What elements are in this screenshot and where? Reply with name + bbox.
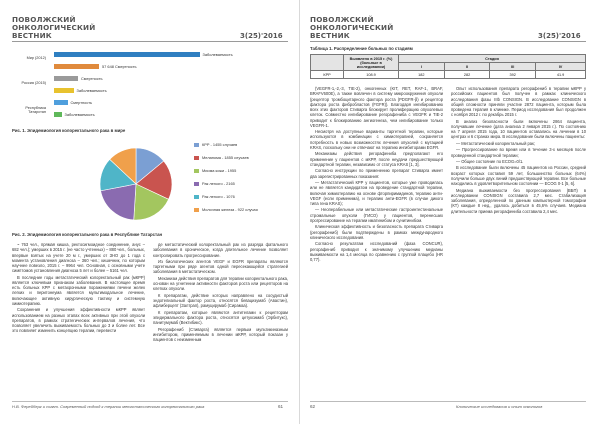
paragraph: — Метастатический колоректальный рак; (456, 140, 535, 146)
table-cell (311, 55, 344, 71)
paragraph: ~ 763 чел., прямая кишка, ректосигмоидное соединение, анус – 682 чел.); умерших в 2015 г. (не часто учтенных) – 880 чел., больных, впервые взятых на учете 20 м г., умерших от ЗНО до 1 года с момента установления диагноза – 360 чел.; кишечник, по которым научнее повезло, 2015 г. – 9964 чел. Основная, с основными учете симптомов установления диагноза 5 лет и более – 5161 чел. (12, 242, 145, 274)
legend-item (194, 155, 249, 160)
legend-swatch (194, 195, 199, 199)
paragraph: Опыт использования препарата регорафениб в терапии мКРР у российских пациентов был получен в рамках клинического исследования фазы IIIb CONSIGN. В исследование CONSIGN в общей сложности приняли участие 2872 пациента, которым была проведена терапия в клинике. Период исследования был продолжен с ноября 2012 г. по декабрь 2015 г. (451, 86, 586, 118)
fig1-bar-label: 57 648 Смертность (102, 63, 137, 69)
issue-number: 3(25)'2016 (240, 32, 283, 40)
journal-title-line2: ОНКОЛОГИЧЕСКИЙ (12, 23, 96, 32)
fig1-group-label: Республика Татарстан (25, 106, 46, 115)
paragraph: (VEGFR-1,-2,-3, TIE-2), онкогенных (KIT, RET, RAF-1, BRAF, BRAFV600E), а также вовлечен в систему микроокружения опухоли (рецептор тромбоцитарного фактора роста (PDGFR-β) и рецептор фактора роста фибробластов (FGFR)). Благодаря ингибированию всех этих факторов Стиварга блокирует пролиферацию опухолевых клеток. Совместно ингибирование регорафениба с VEGFR и TIE-2 приводит к блокированию ангиогенеза, чем ингибирование только VEGFR-1. (310, 86, 443, 128)
legend-item (194, 168, 236, 173)
figure-1-caption: Рис. 1. Эпидемиология колоректального рака в мире (12, 128, 126, 133)
left-column-1 (12, 242, 145, 335)
fig1-bar-label: Заболеваемость (76, 87, 107, 93)
paragraph: де метастатический колоректальный рак из разряда фатального заболевания в хроническое, когда длительное лечение позволяет контролировать прогрессирование. (153, 242, 288, 258)
page-gutter (299, 0, 300, 424)
paragraph: Согласно инструкции по применению препарат Стиварга имеет два зарегистрированных показания: (310, 168, 443, 179)
page-footer: Н.В. Ферейберг и соавт. Современный подход к терапии метастатического колоректального рака (12, 404, 205, 409)
footer-rule (310, 401, 586, 402)
paragraph: Медиана выживаемости без прогрессирования (ВБП) в исследовании CONSIGN составила 2,7 мес. Стабилизация заболевания, определенной по данным компьютерной томографии (КТ) каждые 8 нед., удалось добиться в 45,6% случаев. Медиана длительности приема регорафениба составила 2,4 мес. (451, 187, 586, 214)
fig1-bar (54, 52, 200, 57)
left-page (8, 6, 292, 418)
table-header-cell: III (490, 63, 536, 71)
paragraph: Из биологических агентов VEGF и EGFR препараты являются таргетными при ряде агентов одной пересекающейся стратегией заболевания в метастатическом. (153, 258, 288, 275)
table-1-title: Таблица 1. Распределение больных по стадиям (310, 46, 413, 51)
table-cell: 108.9 (344, 71, 399, 79)
legend-swatch (194, 208, 199, 212)
paragraph: Механизмы действия регорафениба предполагают его применение у пациентов с мКРР, после неудачи предшествующей стандартной терапии, независимо от статуса KRAS [1, 3]. (310, 151, 443, 167)
figure-2-chart (38, 140, 268, 230)
table-header-cell: Стадия (399, 55, 586, 63)
legend-item (194, 181, 235, 186)
paragraph: К препаратам, которые являются антителами к рецепторам эпидермального фактора роста, относятся цетуксимаб (Эрбитукс), панитумумаб (Вектибикс). (153, 309, 288, 326)
figure-1-chart (21, 48, 274, 124)
fig1-group-label: Мир (2012) (26, 56, 46, 60)
paragraph: — Метастатический КРР у пациентов, которые уже проводилась или не является кандидатом на проведение стандартной терапии, включая химиотерапию на основе фторпиримидинов, терапию анти-VEGF (если применима), и терапию анти-EGFR (в случае дикого типа гена KRAS); (310, 180, 443, 206)
table-cell: 282 (444, 71, 490, 79)
journal-title-line1: ПОВОЛЖСКИЙ (310, 15, 374, 24)
header-rule (12, 41, 288, 42)
legend-swatch (194, 169, 199, 173)
legend-swatch (194, 156, 199, 160)
right-column-1 (310, 86, 443, 264)
table-row (311, 71, 586, 79)
table-cell: КРР (311, 71, 344, 79)
paragraph: В анализ безопасности были включены 2864 пациента, получавшие лечение (дата анализа 2 января 2015 г.). По состоянию на 7 апреля 2015 года, 10 пациентов оставались на лечении в 10 центрах и 6 странах мира. В исследование были включены пациенты: (451, 118, 586, 140)
fig1-bar-label: Смертность (70, 99, 93, 105)
paragraph: В последние годы метастатический колоректальный рак (мКРР) является ключевым признаком заболевания. В настоящее время есть больных КРР с метахронными поражениями печени желек легких и перитонеума является мультимодальное лечение, включающее активную хирургическую тактику и системную химиотерапию. (12, 274, 145, 306)
fig1-bar (54, 64, 99, 69)
table-header-row (311, 55, 586, 63)
journal-title (310, 16, 393, 40)
paragraph: Несмотря на доступные варианты таргетной терапии, которые используются в комбинации с химиотерапией, сохраняется потребность в новых возможностях лечения опухолей с мутацией KRAS, поскольку они не отвечают на терапию ингибиторами EGFR. (310, 129, 443, 150)
paragraph: — Прогрессирование во время или в течение 3-х месяцев после проведенной стандартной терапии; (451, 147, 586, 158)
fig1-bar-label: Смертность (81, 75, 103, 81)
journal-title-line3: ВЕСТНИК (12, 31, 52, 40)
table-header-cell: Выявлено в 2015 г. (%) (больные в исследовании) (344, 55, 399, 71)
header-rule (310, 41, 586, 42)
paragraph: Регорафениб (Стиварга) является первым мультикиназным ингибитором, применяемым в лечении мКРР, который показан у пациентов с неизменным (153, 326, 288, 343)
table-cell: 41.9 (536, 71, 586, 79)
pie-chart (88, 144, 184, 224)
legend-label: Меланома - 1855 случаев (202, 155, 249, 160)
journal-title-line2: ОНКОЛОГИЧЕСКИЙ (310, 23, 394, 32)
legend-swatch (194, 143, 199, 147)
paragraph: — Неоперабельные или метастатические гастроинтестинальные стромальные опухоли (ГИСО) у пациентов, перенесших прогрессирование на терапии иматинибом и сунитинибом. (310, 207, 443, 223)
legend-label: Рак легкого - 1076 (202, 194, 235, 199)
table-1 (310, 54, 586, 79)
fig1-bar (54, 88, 74, 93)
figure-2-caption: Рис. 2. Эпидемиология колоректального рака в Республике Татарстан (12, 232, 163, 237)
footer-rule (12, 401, 288, 402)
paragraph: Механизм действия препаратов для терапии колоректального рака, основан на угнетении активности факторов роста или рецепторов на клетках опухоли. (153, 275, 288, 292)
legend-item (194, 207, 258, 212)
table-header-cell: I (399, 63, 445, 71)
right-column-2 (451, 86, 586, 215)
table-cell: 182 (399, 71, 445, 79)
paragraph: К препаратам, действие которых направлено на сосудистый эндотелиальный фактор роста, относятся бевацизумаб (Авастин), афлиберцепт (Залтрап), рамуцирумаб (Сирамза). (153, 292, 288, 309)
paragraph: Сохранения и улучшения эффективности мКРР являет использованием на разных этапах всех активных при этой опухоли препаратов, в рамках стратегических интервалов лечения, что позволяет увеличить выживаемость больных до 3 и более лет. Все это повлияет изменить концепцию терапии, перевести (12, 307, 145, 334)
legend-swatch (194, 182, 199, 186)
legend-item (194, 142, 237, 147)
fig1-bar (54, 112, 62, 117)
legend-label: Рак легкого - 2165 (202, 181, 235, 186)
fig1-group-label: Россия (2015) (21, 81, 46, 85)
right-page (306, 6, 590, 418)
legend-label: Молочная железа - 922 случая (202, 207, 258, 212)
fig1-bar (54, 76, 78, 81)
table-header-cell: II (444, 63, 490, 71)
fig1-bar-label: Заболеваемость (202, 51, 233, 57)
journal-title (12, 16, 95, 40)
journal-title-line1: ПОВОЛЖСКИЙ (12, 15, 76, 24)
paragraph: В исследование были включены 45 пациентов из России, средний возраст которых составил 59 лет, большинство больных (64%) получили больше двух линий предшествующей терапии. Все больные находились в удовлетворительном состоянии — ECOG 0-1 [5, 6]. (451, 165, 586, 187)
fig1-bar (54, 100, 68, 105)
left-column-2 (153, 242, 288, 344)
fig1-bar-label: Заболеваемость (64, 111, 95, 117)
legend-label: КРР - 1455 случаев (202, 142, 238, 147)
legend-item (194, 194, 235, 199)
paragraph: — Общее состояние по ECOG=0/1. (456, 159, 524, 164)
page-number: 62 (310, 404, 316, 409)
paragraph: Клиническая эффективность и безопасность препарата Стиварга (регорафениб) были подтверждены в рамках международного клинического исследования. (310, 224, 443, 240)
issue-number: 3(25)'2016 (538, 32, 581, 40)
paragraph: Согласно результатам исследований (фаза CONCUR), регорафениб приводил к значимому улучшению медианы выживаемости на 1,4 месяца по сравнению с группой плацебо (HR 0,77). (310, 241, 443, 263)
table-cell: 392 (490, 71, 536, 79)
page-footer: Клинические исследования и опыт онкологов (456, 404, 543, 409)
journal-title-line3: ВЕСТНИК (310, 31, 350, 40)
table-header-cell: IV (536, 63, 586, 71)
page-number: 61 (278, 404, 284, 409)
legend-label: Миома кожи - 1955 (202, 168, 237, 173)
